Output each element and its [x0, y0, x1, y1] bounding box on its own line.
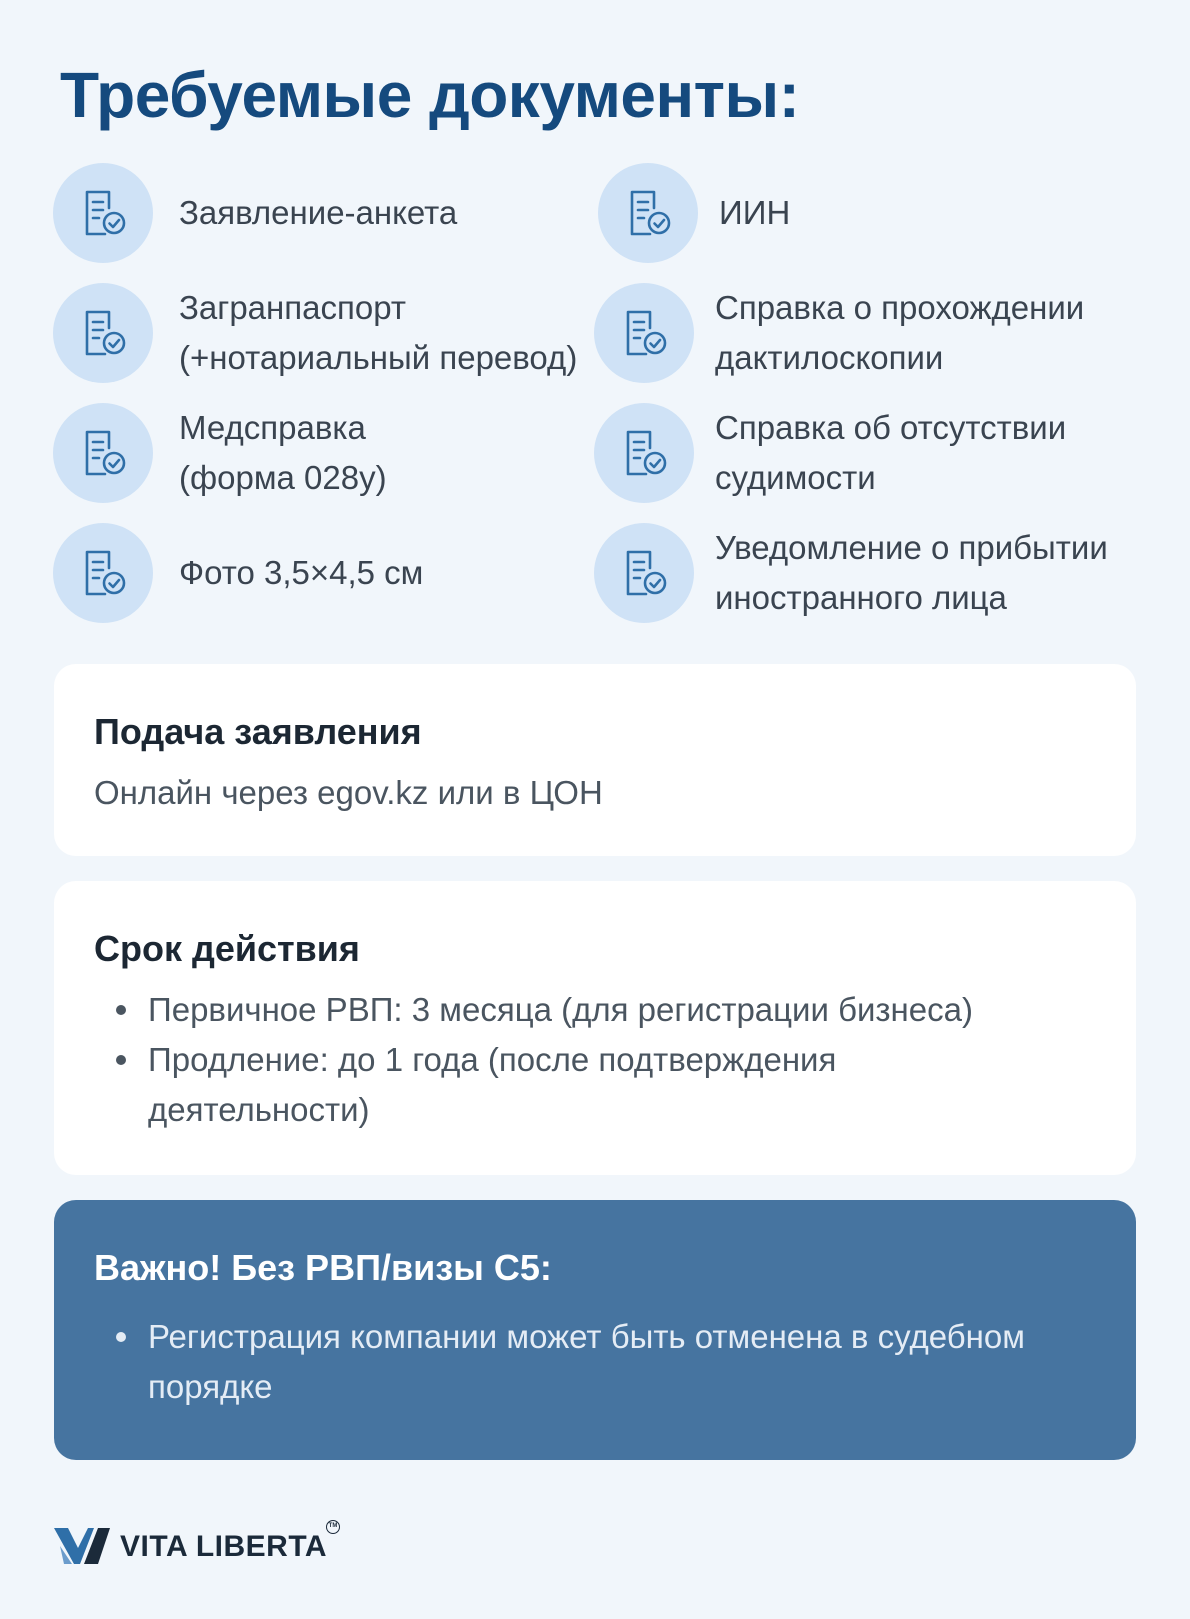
validity-card — [54, 881, 1136, 1175]
document-label: Справка об отсутствии судимости — [715, 409, 1067, 496]
document-item — [53, 403, 573, 503]
document-item — [53, 523, 573, 623]
document-check-icon — [594, 403, 694, 503]
document-item — [594, 283, 1154, 383]
document-item — [598, 163, 1138, 263]
list-item: Регистрация компании может быть отменена в судебном порядке — [94, 1312, 1096, 1412]
document-label: Заявление-анкета — [179, 194, 458, 231]
warning-title: Важно! Без РВП/визы С5: — [94, 1247, 552, 1288]
submission-title: Подача заявления — [94, 711, 422, 752]
document-item — [53, 283, 593, 383]
document-check-icon — [53, 163, 153, 263]
logo-text: VITA LIBERTA — [120, 1530, 328, 1563]
document-check-icon — [53, 523, 153, 623]
document-label: Медсправка (форма 028у) — [179, 409, 387, 496]
document-check-icon — [53, 403, 153, 503]
document-item — [594, 523, 1164, 623]
submission-card — [54, 664, 1136, 856]
vita-liberta-logo-icon — [54, 1526, 110, 1566]
page-title: Требуемые документы: — [60, 59, 800, 131]
trademark-badge: TM — [326, 1520, 340, 1534]
document-label: ИИН — [719, 194, 791, 231]
validity-title: Срок действия — [94, 928, 360, 969]
document-label: Загранпаспорт (+нотариальный перевод) — [179, 289, 578, 376]
document-label: Справка о прохождении дактилоскопии — [715, 289, 1085, 376]
warning-card — [54, 1200, 1136, 1460]
document-check-icon — [53, 283, 153, 383]
submission-text: Онлайн через egov.kz или в ЦОН — [94, 774, 603, 811]
document-item — [594, 403, 1154, 503]
document-check-icon — [594, 283, 694, 383]
document-label: Уведомление о прибытии иностранного лица — [715, 529, 1108, 616]
list-item: Продление: до 1 года (после подтверждения деятельности) — [94, 1035, 1096, 1135]
document-item — [53, 163, 573, 263]
validity-list — [94, 985, 1096, 1135]
document-check-icon — [598, 163, 698, 263]
document-label: Фото 3,5×4,5 см — [179, 554, 424, 591]
warning-list — [94, 1312, 1096, 1412]
document-check-icon — [594, 523, 694, 623]
list-item: Первичное РВП: 3 месяца (для регистрации бизнеса) — [94, 985, 1096, 1035]
